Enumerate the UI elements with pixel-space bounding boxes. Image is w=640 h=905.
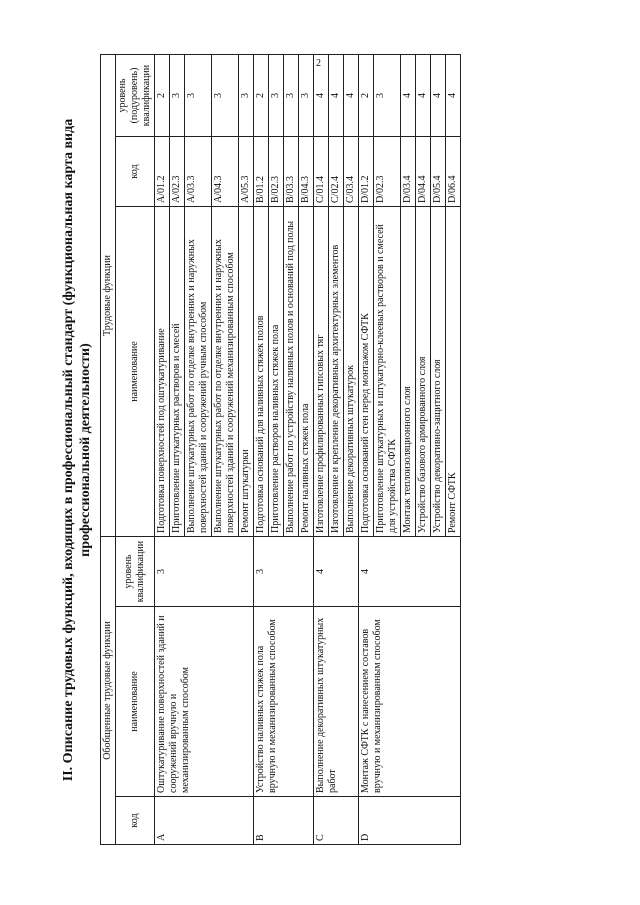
generalized-code: D [359, 797, 461, 845]
function-level: 4 [329, 55, 344, 137]
function-level: 4 [446, 55, 461, 137]
function-code: A/02.3 [170, 137, 185, 207]
function-code: D/04.4 [416, 137, 431, 207]
function-code: A/04.3 [212, 137, 239, 207]
function-code: D/02.3 [374, 137, 401, 207]
function-code: A/01.2 [155, 137, 170, 207]
function-level: 3 [299, 55, 314, 137]
function-name: Изготовление и крепление декоративных архитектурных элементов [329, 207, 344, 537]
function-name: Устройство базового армированного слоя [416, 207, 431, 537]
function-code: A/05.3 [239, 137, 254, 207]
function-level: 4 [416, 55, 431, 137]
function-code: B/03.3 [284, 137, 299, 207]
col-gen-level: уровень квалификации [116, 537, 155, 607]
function-name: Подготовка оснований для наливных стяжек полов [254, 207, 269, 537]
col-func-code: код [116, 137, 155, 207]
function-name: Подготовка оснований стен перед монтажом СФТК [359, 207, 374, 537]
function-name: Выполнение декоративных штукатурок [344, 207, 359, 537]
function-code: D/01.2 [359, 137, 374, 207]
function-level: 2 [155, 55, 170, 137]
col-gen-name: наименование [116, 607, 155, 797]
generalized-level: 3 [155, 537, 254, 607]
function-code: B/01.2 [254, 137, 269, 207]
function-name: Подготовка поверхностей под оштукатуривание [155, 207, 170, 537]
heading-line-2: профессиональной деятельности) [78, 343, 93, 557]
function-code: C/01.4 [314, 137, 329, 207]
function-name: Приготовление растворов наливных стяжек пола [269, 207, 284, 537]
col-gen-code: код [116, 797, 155, 845]
generalized-code: A [155, 797, 254, 845]
table-body [155, 55, 461, 845]
function-code: B/04.3 [299, 137, 314, 207]
function-level: 3 [374, 55, 401, 137]
generalized-code: B [254, 797, 314, 845]
function-code: A/03.3 [185, 137, 212, 207]
col-func-name: наименование [116, 207, 155, 537]
function-code: C/02.4 [329, 137, 344, 207]
generalized-name: Монтаж СФТК с нанесением составов вручную и механизированным способом [359, 607, 461, 797]
function-name: Приготовление штукатурных растворов и смесей [170, 207, 185, 537]
table-row [155, 55, 170, 845]
table-row [314, 55, 329, 845]
function-code: B/02.3 [269, 137, 284, 207]
function-level: 3 [284, 55, 299, 137]
function-name: Выполнение штукатурных работ по отделке внутренних и наружных поверхностей зданий и сооружений ручным способом [185, 207, 212, 537]
table-row [254, 55, 269, 845]
col-func-level: уровень (подуровень) квалификации [116, 55, 155, 137]
labor-functions-header: Трудовые функции [101, 55, 116, 537]
generalized-level: 3 [254, 537, 314, 607]
table-row [359, 55, 374, 845]
function-level: 2 [254, 55, 269, 137]
function-name: Ремонт штукатурки [239, 207, 254, 537]
function-name: Изготовление профилированных гипсовых тяг [314, 207, 329, 537]
function-name: Монтаж теплоизоляционного слоя [401, 207, 416, 537]
rotated-sheet [60, 55, 620, 845]
function-code: D/03.4 [401, 137, 416, 207]
function-name: Приготовление штукатурных и штукатурно-клеевых растворов и смесей для устройства СФТК [374, 207, 401, 537]
generalized-name: Устройство наливных стяжек пола вручную и механизированным способом [254, 607, 314, 797]
function-level: 4 [314, 55, 329, 137]
generalized-name: Оштукатуривание поверхностей зданий и сооружений вручную и механизированным способом [155, 607, 254, 797]
generalized-functions-header: Обобщенные трудовые функции [101, 537, 116, 845]
function-level: 4 [344, 55, 359, 137]
function-level: 3 [212, 55, 239, 137]
generalized-level: 4 [314, 537, 359, 607]
function-level: 2 [359, 55, 374, 137]
function-name: Ремонт наливных стяжек пола [299, 207, 314, 537]
generalized-level: 4 [359, 537, 461, 607]
functional-map-table [100, 54, 461, 845]
generalized-code: C [314, 797, 359, 845]
function-code: D/05.4 [431, 137, 446, 207]
function-level: 3 [239, 55, 254, 137]
function-code: D/06.4 [446, 137, 461, 207]
function-level: 4 [431, 55, 446, 137]
function-name: Выполнение штукатурных работ по отделке внутренних и наружных поверхностей зданий и сооружений механизированным способом [212, 207, 239, 537]
function-level: 3 [185, 55, 212, 137]
generalized-name: Выполнение декоративных штукатурных работ [314, 607, 359, 797]
function-code: C/03.4 [344, 137, 359, 207]
function-level: 4 [401, 55, 416, 137]
function-name: Устройство декоративно-защитного слоя [431, 207, 446, 537]
page-number: 2 [316, 58, 321, 69]
function-level: 3 [269, 55, 284, 137]
document-heading [60, 55, 94, 845]
function-name: Выполнение работ по устройству наливных полов и оснований под полы [284, 207, 299, 537]
function-name: Ремонт СФТК [446, 207, 461, 537]
function-level: 3 [170, 55, 185, 137]
heading-line-1: II. Описание трудовых функций, входящих в профессиональный стандарт (функциональная карта вида [61, 118, 76, 782]
